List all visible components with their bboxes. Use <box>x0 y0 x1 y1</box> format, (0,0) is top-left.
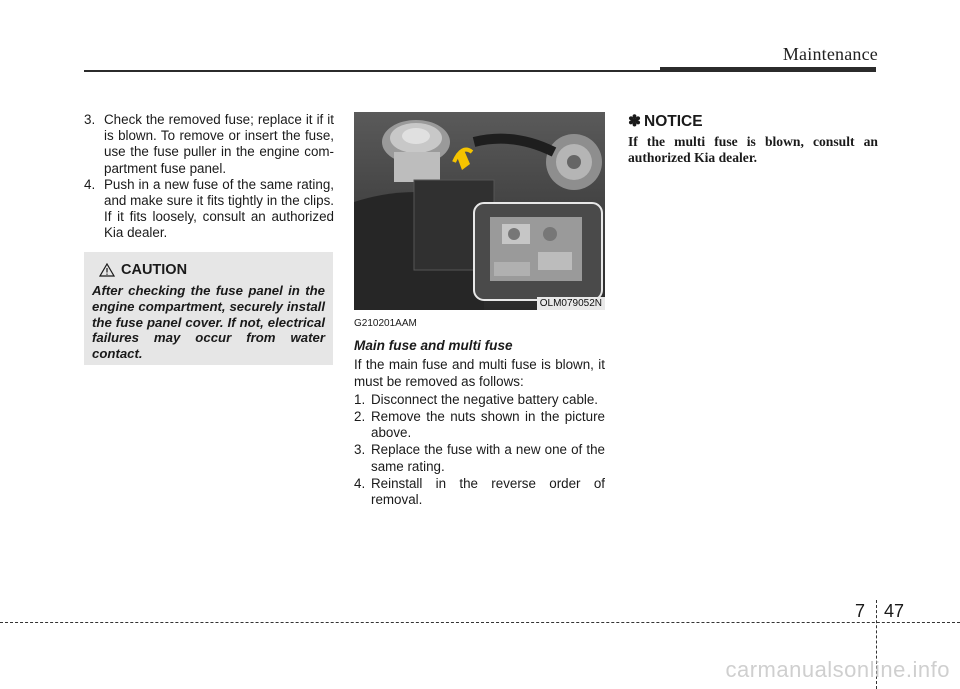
middle-column <box>354 316 605 509</box>
engine-fuse-photo <box>354 112 605 310</box>
figure-code: OLM079052N <box>537 297 605 310</box>
step-text: Remove the nuts shown in the picture above. <box>371 409 605 441</box>
notice-section <box>628 112 878 166</box>
page-number: 47 <box>884 601 905 621</box>
step-text: Disconnect the negative battery cable. <box>371 391 599 407</box>
step-number: 2. <box>354 409 366 425</box>
step-text: Reinstall in the reverse order of removal. <box>371 475 605 508</box>
step-3 <box>84 112 334 177</box>
notice-star-icon: ✽ <box>628 113 641 130</box>
section-title: Maintenance <box>782 44 878 64</box>
caution-box <box>84 252 333 365</box>
notice-text: If the multi fuse is blown, consult an authorized Kia dealer. <box>628 134 878 165</box>
section-subheading: Main fuse and multi fuse <box>354 338 513 354</box>
section-code: G210201AAM <box>354 318 417 329</box>
step-number: 3. <box>84 112 96 127</box>
notice-title: NOTICE <box>644 112 703 130</box>
step-3 <box>354 442 605 474</box>
warning-triangle-icon <box>99 263 115 277</box>
step-number: 4. <box>84 176 96 192</box>
step-4 <box>84 177 334 242</box>
watermark: carmanualsonline.info <box>725 657 950 682</box>
step-number: 1. <box>354 391 366 407</box>
intro-paragraph: If the main fuse and multi fuse is blown, it must be removed as follows: <box>354 357 605 389</box>
step-4 <box>354 476 605 508</box>
caution-heading <box>99 262 187 278</box>
engine-bay-illustration <box>354 112 605 310</box>
step-text: Push in a new fuse of the same rating, and make sure it fits tightly in the clips. If it fits loosely, consult an authorized Kia dealer. <box>104 176 334 241</box>
notice-heading <box>628 112 878 131</box>
header-rule-accent <box>660 67 876 72</box>
caution-text: After checking the fuse panel in the engine compartment, securely install the fuse panel cover. If not, electrical failures may occur from water contact. <box>92 283 325 362</box>
step-number: 4. <box>354 475 366 491</box>
step-text: Check the removed fuse; replace it if it is blown. To remove or insert the fuse, use the fuse puller in the engine com-partment fuse panel. <box>104 112 334 176</box>
step-1 <box>354 392 605 408</box>
step-number: 3. <box>354 442 366 458</box>
left-column <box>84 112 334 242</box>
step-text: Replace the fuse with a new one of the same rating. <box>371 442 605 474</box>
footer-rule <box>0 622 960 623</box>
chapter-number: 7 <box>855 601 866 621</box>
step-2 <box>354 409 605 441</box>
caution-title: CAUTION <box>121 262 188 278</box>
